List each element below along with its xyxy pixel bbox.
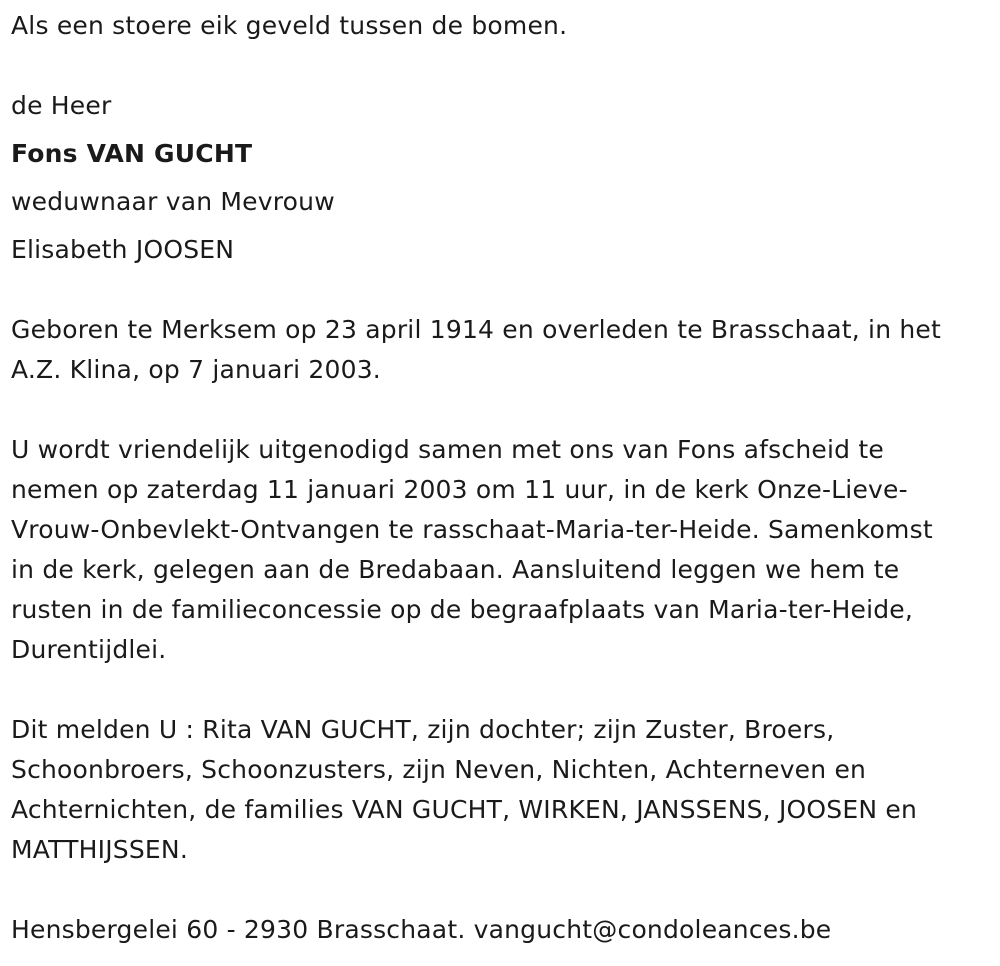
- invitation-line: in de kerk, gelegen aan de Bredabaan. Aansluitend leggen we hem te: [11, 555, 900, 584]
- widower-label: weduwnaar van Mevrouw: [11, 187, 335, 216]
- honorific: de Heer: [11, 91, 112, 120]
- spouse-name: Elisabeth JOOSEN: [11, 235, 235, 264]
- invitation-line: rusten in de familieconcessie op de begraafplaats van Maria-ter-Heide,: [11, 595, 914, 624]
- invitation-line: U wordt vriendelijk uitgenodigd samen met ons van Fons afscheid te: [11, 435, 884, 464]
- invitation-line: nemen op zaterdag 11 januari 2003 om 11 uur, in de kerk Onze-Lieve-: [11, 475, 908, 504]
- invitation-line: Vrouw-Onbevlekt-Ontvangen te rasschaat-Maria-ter-Heide. Samenkomst: [11, 515, 933, 544]
- announcers-line: Schoonbroers, Schoonzusters, zijn Neven, Nichten, Achterneven en: [11, 755, 867, 784]
- announcers-line: Dit melden U : Rita VAN GUCHT, zijn dochter; zijn Zuster, Broers,: [11, 715, 835, 744]
- deceased-name: Fons VAN GUCHT: [11, 139, 253, 168]
- invitation-line: Durentijdlei.: [11, 635, 167, 664]
- birth-death-line: Geboren te Merksem op 23 april 1914 en overleden te Brasschaat, in het: [11, 315, 942, 344]
- birth-death-line: A.Z. Klina, op 7 januari 2003.: [11, 355, 381, 384]
- announcers-line: MATTHIJSSEN.: [11, 835, 188, 864]
- announcers-line: Achternichten, de families VAN GUCHT, WIRKEN, JANSSENS, JOOSEN en: [11, 795, 918, 824]
- motto: Als een stoere eik geveld tussen de bomen.: [11, 11, 568, 40]
- contact-address: Hensbergelei 60 - 2930 Brasschaat. vangucht@condoleances.be: [11, 915, 832, 944]
